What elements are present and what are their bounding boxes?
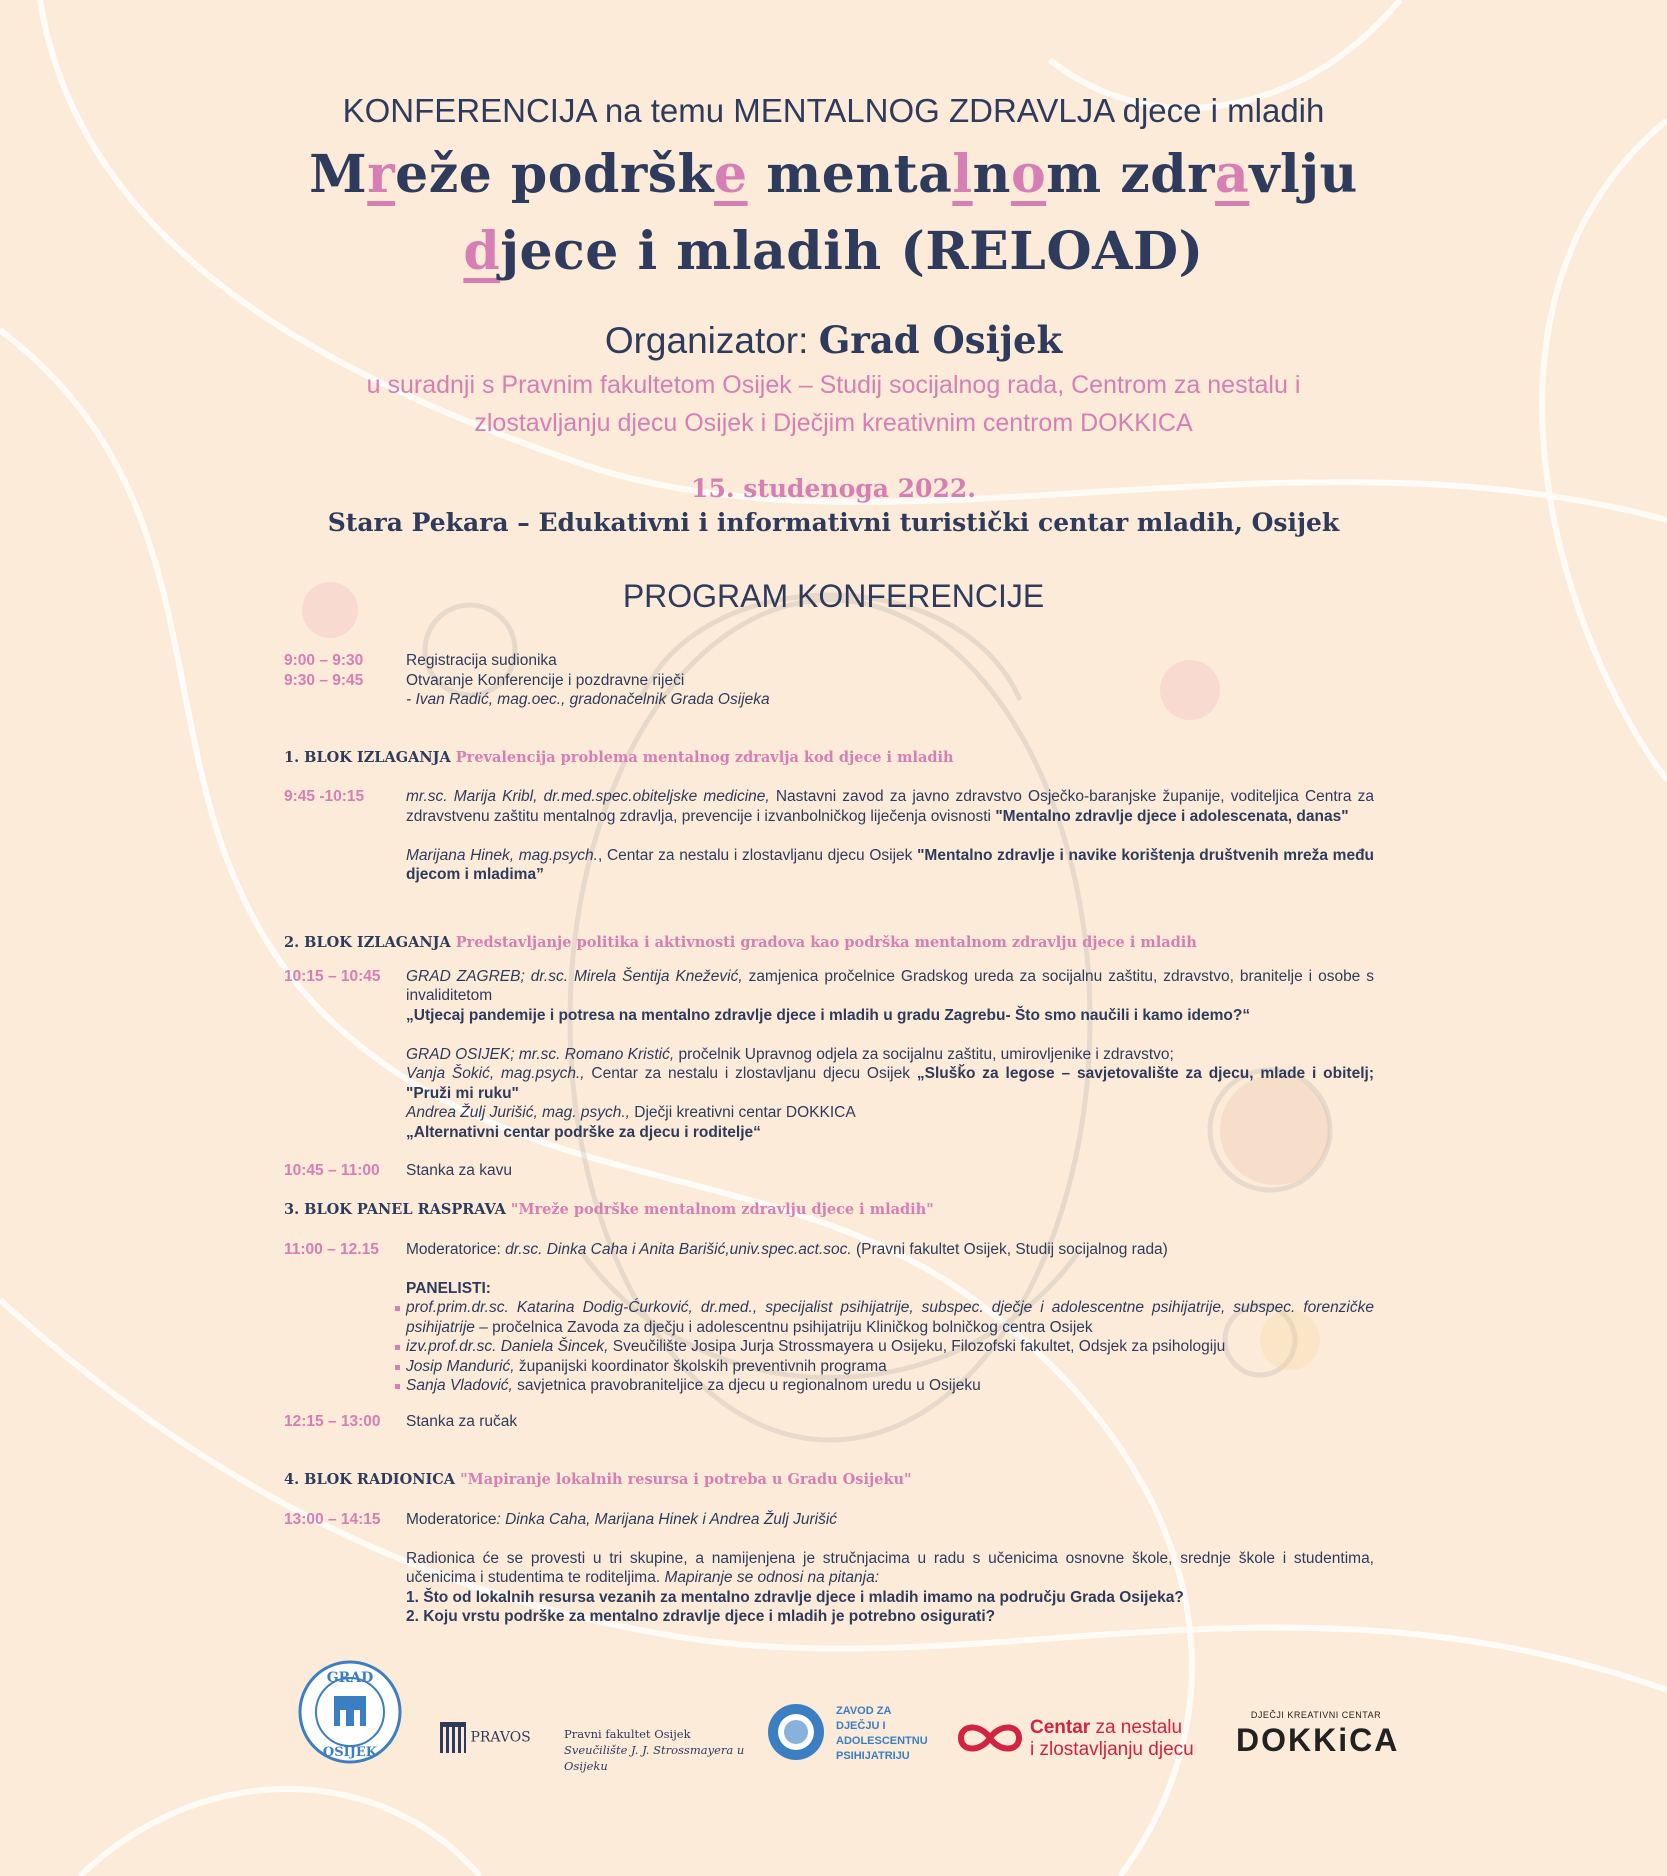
zavod-line: ADOLESCENTNU (836, 1735, 928, 1747)
block-3 (284, 1200, 1374, 1396)
block-4 (284, 1470, 1374, 1627)
zavod-logo-text (836, 1704, 928, 1764)
panelist-item (406, 1357, 1374, 1377)
zavod-line: DJEČJU I (836, 1720, 886, 1732)
program-row (284, 787, 1374, 885)
pravni-fakultet-logo (564, 1726, 764, 1774)
block-topic: Prevalencija problema mentalnog zdravlja kod djece i mladih (455, 749, 954, 766)
panelist-name: Sanja Vladović, (406, 1377, 513, 1394)
talk-title: „Slušk̆o za legose – savjetovalište za djecu, mlade i obitelj; "Pruži mi ruku" (406, 1065, 1374, 1102)
block-label: 3. BLOK PANEL RASPRAVA (284, 1201, 511, 1218)
title-part: n (972, 144, 1011, 205)
conference-title-line2 (0, 222, 1667, 282)
title-part: e (714, 144, 748, 205)
organizer (0, 318, 1667, 362)
workshop-mapping: Mapiranje se odnosi na pitanja: (664, 1569, 880, 1586)
collab-line: zlostavljanju djecu Osijek i Dječjim kreativnim centrom DOKKICA (474, 409, 1193, 437)
program-row (284, 1161, 1374, 1181)
panelist-item (406, 1298, 1374, 1337)
panelist-role: savjetnica pravobraniteljice za djecu u regionalnom uredu u Osijeku (512, 1377, 981, 1394)
speaker: mr.sc. Marija Kribl, dr.med.spec.obiteljske medicine, (406, 788, 770, 805)
panelist-name: izv.prof.dr.sc. Daniela Šincek, (406, 1338, 609, 1355)
slot-text: Stanka za kavu (406, 1162, 512, 1179)
block-topic: "Mreže podrške mentalnom zdravlju djece i mladih" (510, 1201, 934, 1218)
block-heading (284, 933, 1374, 953)
slot-text: Otvaranje Konferencije i pozdravne riječi (406, 671, 685, 689)
program-row (284, 651, 1374, 671)
time-slot: 13:00 – 14:15 (284, 1510, 381, 1528)
moderator-label: Moderatorice (406, 1510, 497, 1528)
partner-logos (0, 1660, 1667, 1780)
organizer-label: Organizator: (604, 320, 819, 361)
centar-line2: i zlostavljanju djecu (1030, 1739, 1194, 1760)
talk-title: "Mentalno zdravlje djece i adolescenata, danas" (995, 807, 1349, 825)
grad-logo-top: GRAD (326, 1670, 374, 1686)
time-slot: 10:45 – 11:00 (284, 1162, 380, 1179)
coffee-break (284, 1161, 1374, 1181)
time-slot: 12:15 – 13:00 (284, 1413, 381, 1430)
block-2 (284, 933, 1374, 1142)
speaker: GRAD OSIJEK; mr.sc. Romano Kristić, (406, 1045, 675, 1063)
panelist-role: Sveučilište Josipa Jurja Strossmayera u Osijeku, Filozofski fakultet, Odsjek za psihologiju (608, 1338, 1226, 1355)
slot-text (406, 787, 1374, 885)
talk-text: zamjenica pročelnice Gradskog ureda za socijalnu zaštitu, zdravstvo, branitelje i osobe s invaliditetom (406, 967, 1374, 1004)
centar-logo-text (1030, 1717, 1194, 1761)
block-heading (284, 1470, 1374, 1490)
title-part: a (1215, 144, 1250, 205)
panelist-name: prof.prim.dr.sc. Katarina Dodig-Ćurković, dr.med., specijalist psihijatrije, subspec. dječje i adolescentne psihijatrije, subspec. forenzičke psihijatrije (406, 1299, 1374, 1336)
speaker: GRAD ZAGREB; dr.sc. Mirela Šentija Knežević, (406, 967, 743, 985)
time-slot: 9:30 – 9:45 (284, 671, 364, 689)
talk-text: , Centar za nestalu i zlostavljanu djecu Osijek (597, 846, 918, 864)
conference-kicker: KONFERENCIJA na temu MENTALNOG ZDRAVLJA djece i mladih (342, 92, 1325, 129)
panelists-label: PANELISTI: (406, 1279, 491, 1297)
program-row (284, 1240, 1374, 1260)
time-slot: 11:00 – 12.15 (284, 1240, 379, 1258)
conference-title-line1 (0, 145, 1667, 205)
talk-text: Dječji kreativni centar DOKKICA (629, 1104, 856, 1121)
speaker: Marijana Hinek, mag.psych. (406, 846, 598, 864)
speaker: Andrea Žulj Jurišić, mag. psych., (406, 1104, 630, 1121)
title-part: m zdr (1046, 144, 1216, 205)
pravos-name: PRAVOS (470, 1729, 531, 1746)
moderator-names: : Dinka Caha, Marijana Hinek i Andrea Žulj Jurišić (496, 1510, 838, 1528)
pravos-logo (440, 1722, 540, 1750)
program-row (284, 1412, 1374, 1432)
title-part: r (367, 144, 396, 205)
program-title: PROGRAM KONFERENCIJE (622, 578, 1045, 614)
panelist-item (406, 1337, 1374, 1357)
zavod-line: ZAVOD ZA (836, 1705, 892, 1717)
slot-text: Registracija sudionika (406, 652, 557, 669)
panelist-role: županijski koordinator školskih preventivnih programa (514, 1357, 887, 1375)
block-topic: Predstavljanje politika i aktivnosti gradova kao podrška mentalnom zdravlju djece i mladih (455, 934, 1197, 951)
title-part: M (309, 144, 368, 205)
workshop-question: 2. Koju vrstu podrške za mentalno zdravlje djece i mladih je potrebno osigurati? (406, 1608, 996, 1625)
moderator-names: dr.sc. Dinka Caha i Anita Barišić,univ.spec.act.soc. (505, 1240, 852, 1258)
panelist-name: Josip Mandurić, (406, 1357, 515, 1375)
talk-title: "Mentalno zdravlje i navike korištenja društvenih mreža među djecom i mladima” (406, 846, 1375, 883)
panelist-item (406, 1376, 1374, 1396)
block-heading (284, 748, 1374, 768)
program-row (284, 967, 1374, 1143)
moderator-label: Moderatorice: (406, 1240, 506, 1258)
pravni-line2: Sveučilište J. J. Strossmayera u Osijeku (564, 1743, 745, 1773)
block-label: 4. BLOK RADIONICA (284, 1471, 461, 1488)
title-part: d (463, 221, 501, 282)
block-label: 1. BLOK IZLAGANJA (284, 749, 456, 766)
pravni-line1: Pravni fakultet Osijek (564, 1727, 691, 1741)
kbc-seal-icon (766, 1702, 826, 1762)
title-part: menta (747, 144, 953, 205)
title-part: eže podršk (395, 144, 715, 205)
talk-text: Nastavni zavod za javno zdravstvo Osječko-baranjske županije, voditeljica Centra za zdravstvenu zaštitu mentalnog zdravlja, prevencije i izvanbolničkog liječenja ovisnosti (406, 788, 1374, 825)
grad-osijek-logo (290, 1660, 410, 1764)
dokkica-name: DOKKiCA (1236, 1722, 1400, 1758)
title-part: l (952, 144, 973, 205)
time-slot: 9:45 -10:15 (284, 788, 365, 805)
dokkica-tagline: DJEČJI KREATIVNI CENTAR (1250, 1710, 1382, 1720)
centar-heart-icon (955, 1716, 1025, 1760)
event-venue: Stara Pekara – Edukativni i informativni turistički centar mladih, Osijek (327, 508, 1340, 537)
slot-text: - Ivan Radić, mag.oec., gradonačelnik Grada Osijeka (406, 691, 770, 708)
program-row (284, 690, 1374, 710)
workshop-description: Radionica će se provesti u tri skupine, a namijenjena je stručnjacima u radu s učenicima osnovne škole, srednje škole i studentima, učenicima i studentima te roditeljima. (406, 1549, 1374, 1586)
slot-text: Stanka za ručak (406, 1413, 518, 1430)
speaker: Vanja Šokić, mag.psych., (406, 1065, 585, 1082)
time-slot: 9:00 – 9:30 (284, 652, 364, 669)
block-1 (284, 748, 1374, 885)
collab-line: u suradnji s Pravnim fakultetom Osijek – Studij socijalnog rada, Centrom za nestalu i (366, 371, 1301, 399)
grad-logo-bottom: OSIJEK (322, 1745, 378, 1760)
time-slot: 10:15 – 10:45 (284, 967, 381, 985)
program-row (284, 671, 1374, 691)
zavod-line: PSIHIJATRIJU (836, 1750, 910, 1762)
talk-title: „Utjecaj pandemije i potresa na mentalno zdravlje djece i mladih u gradu Zagrebu- Što smo naučili i kamo idemo?“ (406, 1006, 1251, 1024)
slot-text (406, 1510, 1374, 1627)
talk-title: „Alternativni centar podrške za djecu i roditelje“ (406, 1123, 761, 1141)
slot-text (406, 1240, 1374, 1260)
collaboration-text (0, 366, 1667, 442)
panelists (284, 1279, 1374, 1396)
moderator-affiliation: (Pravni fakultet Osijek, Studij socijalnog rada) (851, 1240, 1168, 1258)
organizer-name: Grad Osijek (818, 318, 1063, 362)
time-slot (284, 690, 406, 710)
program-opening (284, 651, 1374, 710)
slot-text (406, 967, 1374, 1143)
talk-text: pročelnik Upravnog odjela za socijalnu zaštitu, umirovljenike i zdravstvo; (674, 1045, 1174, 1063)
centar-bold: Centar (1030, 1717, 1091, 1738)
title-part: vlju (1249, 144, 1358, 205)
title-part: jece i mladih (RELOAD) (500, 221, 1204, 282)
centar-line1: za nestalu (1090, 1717, 1183, 1738)
block-heading (284, 1200, 1374, 1220)
talk-text: Centar za nestalu i zlostavljanu djecu Osijek (584, 1065, 917, 1082)
block-topic: "Mapiranje lokalnih resursa i potreba u Gradu Osijeku" (460, 1471, 912, 1488)
dokkica-logo (1236, 1710, 1400, 1760)
lunch-break (284, 1412, 1374, 1432)
title-part: o (1010, 144, 1047, 205)
program-row (284, 1510, 1374, 1627)
block-label: 2. BLOK IZLAGANJA (284, 934, 456, 951)
panelist-role: – pročelnica Zavoda za dječju i adolescentnu psihijatriju Kliničkog bolničkog centra Osijek (474, 1318, 1093, 1336)
workshop-question: 1. Što od lokalnih resursa vezanih za mentalno zdravlje djece i mladih imamo na području Grada Osijeka? (406, 1588, 1184, 1606)
column-icon (440, 1722, 466, 1753)
event-date: 15. studenoga 2022. (691, 474, 976, 503)
